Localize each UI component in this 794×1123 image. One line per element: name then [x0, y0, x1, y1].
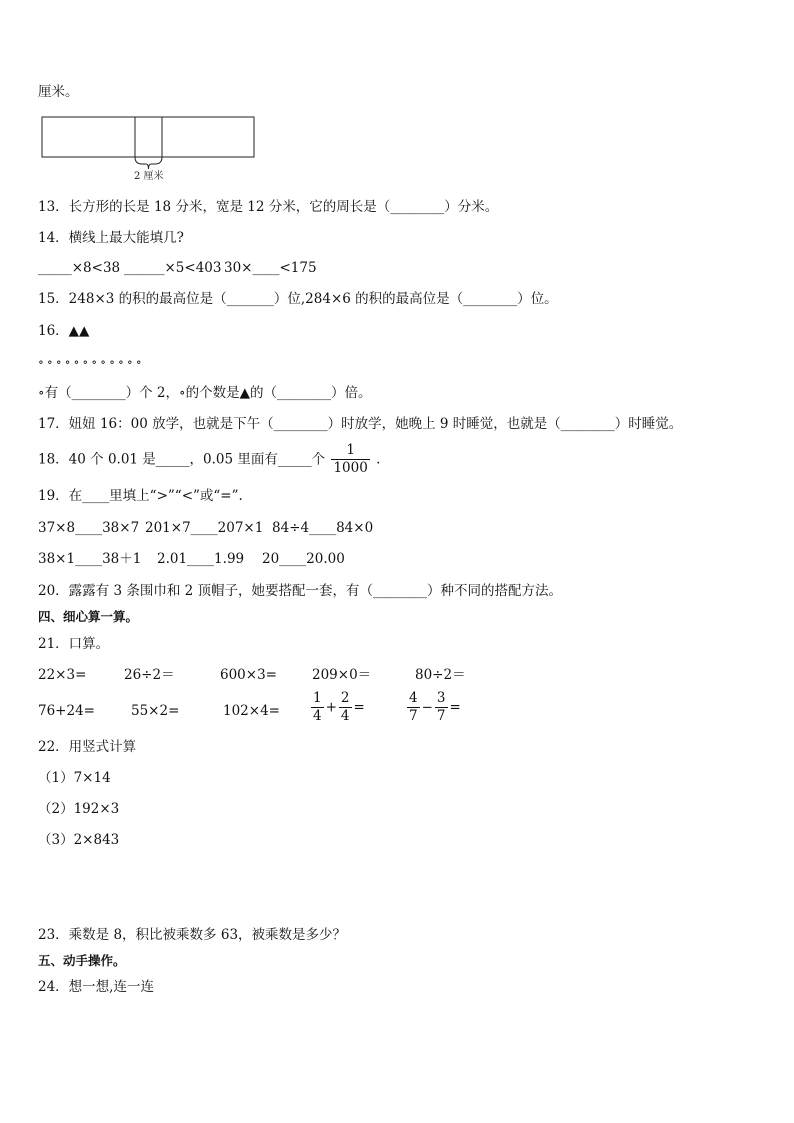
question-21-r1-c1: 22×3= — [38, 667, 87, 683]
question-21-r1-c3: 600×3= — [220, 667, 277, 683]
fraction-numerator: 3 — [436, 690, 446, 706]
question-19-r2-c2: 2.01____1.99 — [157, 551, 245, 567]
question-22-item-1: （1）7×14 — [38, 770, 111, 786]
outer-rectangle — [42, 117, 254, 157]
brace-label: 2 厘米 — [134, 171, 164, 182]
fraction-numerator: 4 — [409, 690, 418, 706]
question-21-r1-c4: 209×0＝ — [312, 667, 372, 683]
rectangle-figure — [40, 114, 260, 184]
question-21-fraction-diff — [405, 690, 461, 725]
equals-sign: = — [353, 699, 365, 716]
question-19-r1-c2: 201×7____207×1 — [145, 520, 264, 536]
question-22-item-2: （2）192×3 — [38, 801, 120, 817]
question-16-text: ∘有（________）个 2，∘的个数是▲的（________）倍。 — [38, 385, 372, 401]
question-19-title: 19．在____里填上“>”“<”或“=”. — [38, 488, 243, 504]
question-14-item-1: _____×8<38 — [38, 260, 121, 276]
fraction-numerator: 1 — [313, 690, 322, 706]
fraction-a — [407, 690, 420, 725]
fraction-a — [311, 690, 324, 725]
question-22-item-3: （3）2×843 — [38, 832, 120, 848]
question-18-fraction — [331, 442, 369, 477]
question-16-title: 16．▲▲ — [38, 323, 90, 339]
question-23: 23．乘数是 8，积比被乘数多 63，被乘数是多少？ — [38, 927, 347, 943]
question-19-r1-c1: 37×8____38×7 — [38, 520, 140, 536]
question-20: 20．露露有 3 条围巾和 2 顶帽子，她要搭配一套，有（________）种不同的搭配方法。 — [38, 583, 563, 599]
question-18 — [38, 442, 380, 477]
question-21-r2-c3: 102×4= — [223, 703, 280, 719]
question-21-r2-c2: 55×2= — [131, 703, 180, 719]
intro-tail: 厘米。 — [38, 84, 79, 100]
fraction-denominator: 7 — [436, 708, 446, 724]
question-21-fraction-sum — [309, 690, 365, 725]
section-4-heading: 四、细心算一算。 — [38, 609, 139, 624]
question-21-r1-c5: 80÷2＝ — [415, 667, 466, 683]
question-14-title: 14．横线上最大能填几? — [38, 230, 184, 246]
brace-icon — [135, 157, 162, 169]
question-21-title: 21．口算。 — [38, 636, 110, 652]
question-16-dots: ∘∘∘∘∘∘∘∘∘∘∘∘ — [38, 355, 145, 369]
question-17: 17．妞妞 16：00 放学，也就是下午（________）时放学，她晚上 9 时睡觉，也就是（________）时睡觉。 — [38, 416, 683, 432]
question-18-after: . — [376, 451, 381, 468]
question-19-r2-c1: 38×1____38＋1 — [38, 551, 142, 567]
question-13: 13．长方形的长是 18 分米，宽是 12 分米，它的周长是（________）分米。 — [38, 199, 499, 215]
question-18-before: 18．40 个 0.01 是_____，0.05 里面有_____个 — [38, 451, 326, 468]
fraction-denominator: 4 — [313, 708, 322, 724]
question-19-r2-c3: 20____20.00 — [262, 551, 345, 567]
equals-sign: = — [449, 699, 461, 716]
operator: + — [325, 699, 337, 716]
operator: − — [421, 699, 433, 716]
fraction-denominator: 4 — [340, 708, 350, 724]
fraction-numerator: 1 — [331, 442, 369, 460]
question-21-r1-c2: 26÷2＝ — [124, 667, 175, 683]
fraction-b — [339, 690, 352, 725]
question-19-r1-c3: 84÷4____84×0 — [272, 520, 374, 536]
question-15: 15．248×3 的积的最高位是（_______）位,284×6 的积的最高位是（________）位。 — [38, 291, 558, 307]
fraction-numerator: 2 — [340, 690, 350, 706]
question-14-item-3: 30×____<175 — [224, 260, 317, 276]
question-14-item-2: ______×5<403 — [124, 260, 222, 276]
fraction-denominator: 1000 — [333, 460, 368, 476]
fraction-b — [435, 690, 448, 725]
section-5-heading: 五、动手操作。 — [38, 953, 126, 968]
question-22-title: 22．用竖式计算 — [38, 739, 137, 755]
question-21-r2-c1: 76+24= — [38, 703, 95, 719]
fraction-denominator: 7 — [409, 708, 418, 724]
question-24: 24．想一想,连一连 — [38, 979, 154, 995]
